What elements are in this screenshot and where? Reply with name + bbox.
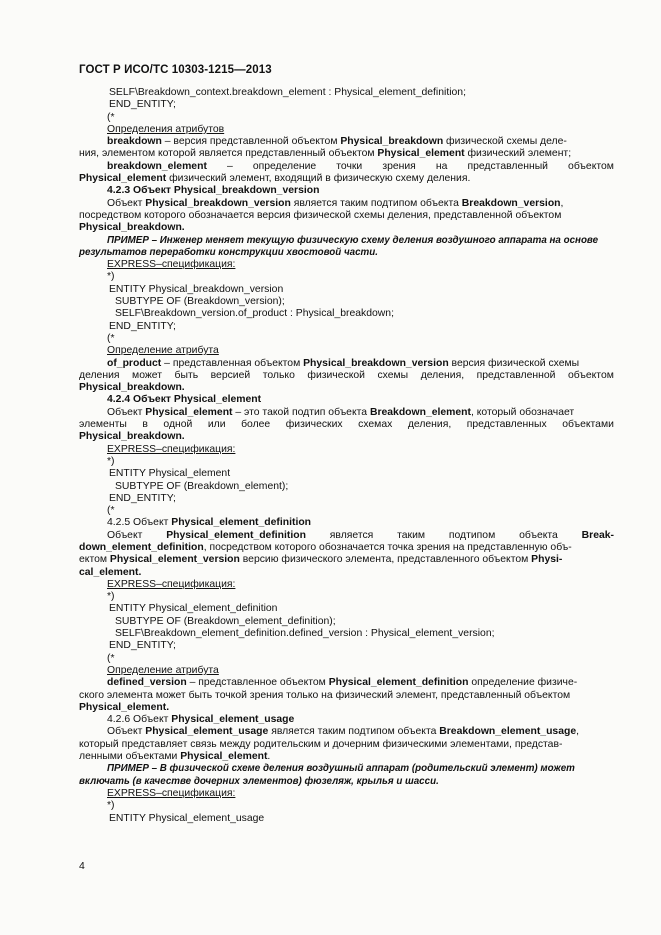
code-line: (*	[107, 111, 115, 123]
subsection-heading: 4.2.5 Объект Physical_element_definition	[107, 517, 312, 529]
code-line: *)	[107, 271, 115, 283]
code-line: END_ENTITY;	[109, 320, 176, 332]
code-line: *)	[107, 800, 115, 812]
page-body	[79, 87, 614, 825]
express-spec-label: EXPRESS–спецификация:	[107, 443, 236, 455]
express-spec-label: EXPRESS–спецификация:	[107, 578, 236, 590]
section-label: Определение атрибута	[107, 664, 219, 676]
document-header: ГОСТ Р ИСО/ТС 10303-1215—2013	[79, 64, 272, 76]
paragraph-line: Physical_breakdown.	[79, 382, 185, 394]
paragraph-line: breakdown_element – определение точки зрения на представленный объектом	[107, 160, 614, 172]
express-spec-label: EXPRESS–спецификация:	[107, 259, 236, 271]
section-label: Определение атрибута	[107, 345, 219, 357]
paragraph-line: of_product – представленная объектом Physical_breakdown_version версия физической схемы	[107, 357, 580, 369]
code-line: SUBTYPE OF (Breakdown_element);	[115, 480, 289, 492]
paragraph-line: который представляет связь между родительским и дочерним физическими элементами, представ-	[79, 738, 563, 750]
page-number: 4	[79, 861, 85, 872]
code-line: SELF\Breakdown_version.of_product : Physical_breakdown;	[115, 308, 394, 320]
code-line: SELF\Breakdown_element_definition.defined_version : Physical_element_version;	[115, 628, 495, 640]
code-line: *)	[107, 591, 115, 603]
subsection-heading: 4.2.6 Объект Physical_element_usage	[107, 714, 295, 726]
paragraph-line: Объект Physical_element_definition является таким подтипом объекта Break-	[107, 529, 614, 541]
paragraph-line: ектом Physical_element_version версию физического элемента, представленного объектом Physi-	[79, 554, 563, 566]
example-line: результатов переработки конструкции хвостовой части.	[79, 246, 378, 258]
paragraph-line: ленными объектами Physical_element.	[79, 751, 271, 763]
code-line: ENTITY Physical_element	[109, 468, 231, 480]
paragraph-line: Physical_breakdown.	[79, 431, 185, 443]
code-line: ENTITY Physical_breakdown_version	[109, 283, 284, 295]
paragraph-line: деления может быть версией только физической схемы деления, представленной объектом	[79, 369, 614, 381]
paragraph-line: down_element_definition, посредством которого обозначается точка зрения на представленную объ-	[79, 541, 572, 553]
express-spec-label: EXPRESS–спецификация:	[107, 787, 236, 799]
paragraph-line: ния, элементом которой является представленный объектом Physical_element физический элемент;	[79, 148, 572, 160]
paragraph-line: Physical_element физический элемент, входящий в физическую схему деления.	[79, 173, 471, 185]
paragraph-line: ского элемента может быть точкой зрения только на физический элемент, представленный объектом	[79, 689, 571, 701]
code-line: END_ENTITY;	[109, 99, 176, 111]
example-line: включать (в качестве дочерних элементов) фюзеляж, крылья и шасси.	[79, 775, 439, 787]
paragraph-line: defined_version – представленное объектом Physical_element_definition определение физиче-	[107, 677, 578, 689]
example-line: ПРИМЕР – В физической схеме деления воздушный аппарат (родительский элемент) может	[107, 763, 575, 775]
code-line: *)	[107, 455, 115, 467]
code-line: END_ENTITY;	[109, 492, 176, 504]
paragraph-line: элементы в одной или более физических схемах деления, представленных объектами	[79, 419, 614, 431]
paragraph-line: Physical_breakdown.	[79, 222, 185, 234]
paragraph-line: Объект Physical_element – это такой подтип объекта Breakdown_element, который обозначает	[107, 406, 575, 418]
code-line: END_ENTITY;	[109, 640, 176, 652]
example-line: ПРИМЕР – Инженер меняет текущую физическую схему деления воздушного аппарата на основе	[107, 234, 599, 246]
paragraph-line: Объект Physical_breakdown_version является таким подтипом объекта Breakdown_version,	[107, 197, 564, 209]
subsection-heading: 4.2.3 Объект Physical_breakdown_version	[107, 185, 320, 197]
code-line: ENTITY Physical_element_usage	[109, 812, 265, 824]
paragraph-line: Объект Physical_element_usage является таким подтипом объекта Breakdown_element_usage,	[107, 726, 580, 738]
section-label: Определения атрибутов	[107, 123, 225, 135]
code-line: (*	[107, 652, 115, 664]
code-line: SUBTYPE OF (Breakdown_version);	[115, 296, 285, 308]
subsection-heading: 4.2.4 Объект Physical_element	[107, 394, 262, 406]
paragraph-line: breakdown – версия представленной объектом Physical_breakdown физической схемы деле-	[107, 136, 567, 148]
code-line: ENTITY Physical_element_definition	[109, 603, 278, 615]
code-line: SELF\Breakdown_context.breakdown_element : Physical_element_definition;	[109, 87, 466, 98]
paragraph-line: Physical_element.	[79, 701, 170, 713]
code-line: SUBTYPE OF (Breakdown_element_definition);	[115, 615, 336, 627]
paragraph-line: посредством которого обозначается версия физической схемы деления, представленной объектом	[79, 209, 562, 221]
paragraph-line: cal_element.	[79, 566, 142, 578]
code-line: (*	[107, 505, 115, 517]
code-line: (*	[107, 332, 115, 344]
